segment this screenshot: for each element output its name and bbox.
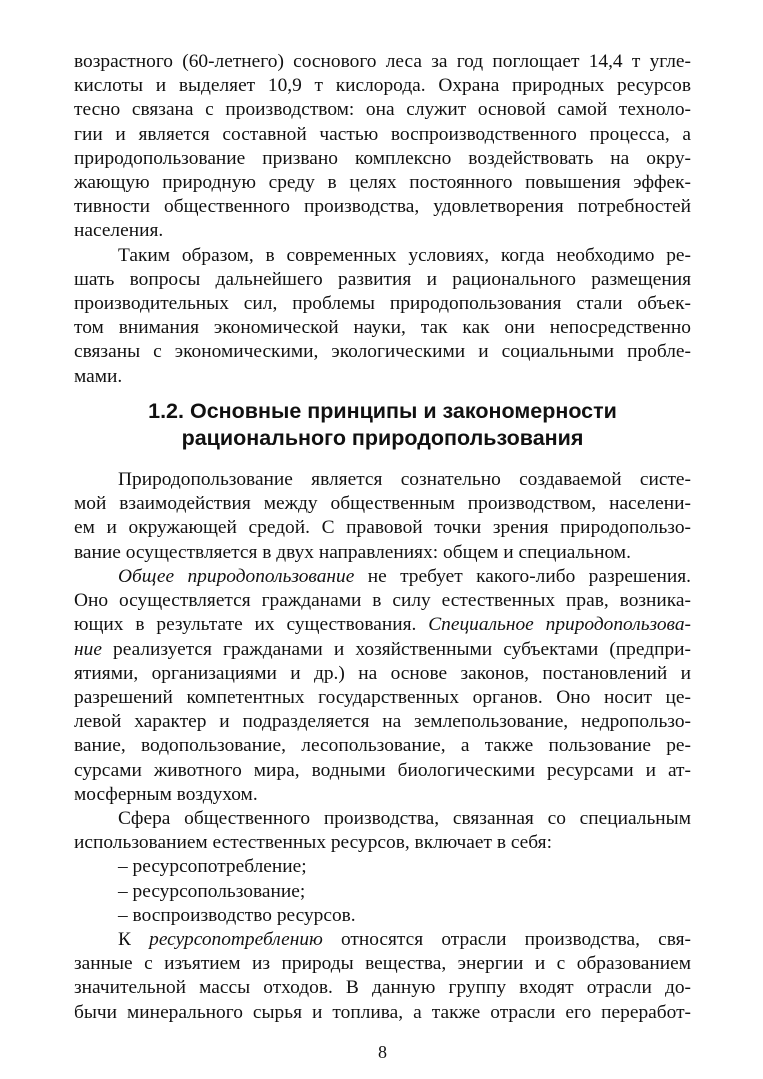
text-line: тесно связана с производством: она служит основой самой техноло-: [74, 99, 691, 121]
text-line: Природопользование является сознательно создаваемой систе-: [118, 469, 691, 490]
italic-term-special: Специальное природопользова-: [428, 614, 691, 636]
heading-line-1: [74, 398, 691, 425]
list-item: – воспроизводство ресурсов.: [118, 904, 356, 926]
text-line: жающую природную среду в целях постоянного повышения эффек-: [74, 171, 691, 193]
text-line: кислоты и выделяет 10,9 т кислорода. Охрана природных ресурсов: [74, 75, 691, 97]
text-line: мами.: [74, 365, 123, 387]
text-line: занные с изъятием из природы вещества, энергии и с образованием: [74, 953, 691, 975]
text-line: вание, водопользование, лесопользование, а также пользование ре-: [74, 735, 691, 757]
text-line: мой взаимодействия между общественным производством, населени-: [74, 493, 691, 515]
paragraph-sphere: [74, 807, 691, 855]
text-line: природопользование призвано комплексно воздействовать на окру-: [74, 147, 691, 169]
text-line: ем и окружающей средой. С правовой точки зрения природопользо-: [74, 517, 691, 539]
paragraph-conclusion: [74, 244, 691, 389]
paragraph-types: [74, 565, 691, 807]
heading-line-2: рационального природопользования: [181, 426, 584, 450]
heading-text: Основные принципы и закономерности: [189, 399, 617, 423]
text-line: тивности общественного производства, удовлетворения потребностей: [74, 196, 691, 218]
text-line: вание осуществляется в двух направлениях: общем и специальном.: [74, 541, 631, 563]
text-line: шать вопросы дальнейшего развития и рационального размещения: [74, 268, 691, 290]
text-line: возрастного (60-летнего) соснового леса за год поглощает 14,4 т угле-: [74, 51, 691, 72]
text-line: гии и является составной частью воспроизводственного процесса, а: [74, 123, 691, 145]
paragraph-definition: [74, 468, 691, 565]
paragraph-consumption: [74, 928, 691, 1025]
text-line: ятиями, организациями и др.) на основе законов, постановлений и: [74, 662, 691, 684]
text-line: сурсами животного мира, водными биологическими ресурсами и ат-: [74, 759, 691, 781]
section-number: 1.2.: [148, 399, 184, 423]
text-line: производительных сил, проблемы природопользования стали объек-: [74, 292, 691, 314]
list-item: – ресурсопользование;: [118, 880, 306, 902]
text-line: бычи минерального сырья и топлива, а также отрасли его переработ-: [74, 1001, 691, 1023]
text-line: населения.: [74, 220, 164, 242]
text-line: ющих в результате их существования. Специальное природопользова-: [74, 614, 691, 636]
section-heading: [74, 398, 691, 452]
text-line: К ресурсопотреблению относятся отрасли производства, свя-: [118, 929, 691, 950]
text-line: Сфера общественного производства, связанная со специальным: [118, 808, 691, 829]
italic-term-general: Общее природопользование: [118, 566, 355, 587]
italic-term-consumption: ресурсопотреблению: [149, 929, 323, 950]
text-line: том внимания экономической науки, так как они непосредственно: [74, 317, 691, 339]
text-line: использованием естественных ресурсов, включает в себя:: [74, 832, 552, 854]
text-line: Таким образом, в современных условиях, когда необходимо ре-: [118, 244, 691, 266]
text-line: значительной массы отходов. В данную группу входят отрасли до-: [74, 977, 691, 999]
text-line: связаны с экономическими, экологическими и социальными пробле-: [74, 341, 691, 363]
paragraph-continuation: [74, 50, 691, 244]
text-line: левой характер и подразделяется на землепользование, недропользо-: [74, 711, 691, 733]
italic-term-special-end: ние: [74, 638, 102, 660]
text-line: Общее природопользование не требует какого-либо разрешения.: [118, 566, 691, 587]
page-number: 8: [378, 1042, 387, 1062]
resource-list: [74, 855, 691, 928]
text-line: мосферным воздухом.: [74, 783, 258, 805]
list-item: – ресурсопотребление;: [118, 856, 307, 878]
text-line: Оно осуществляется гражданами в силу естественных прав, возника-: [74, 590, 691, 612]
text-line: ние реализуется гражданами и хозяйственными субъектами (предпри-: [74, 638, 691, 660]
text-line: разрешений компетентных государственных органов. Оно носит це-: [74, 686, 691, 708]
document-page: [74, 0, 691, 1079]
